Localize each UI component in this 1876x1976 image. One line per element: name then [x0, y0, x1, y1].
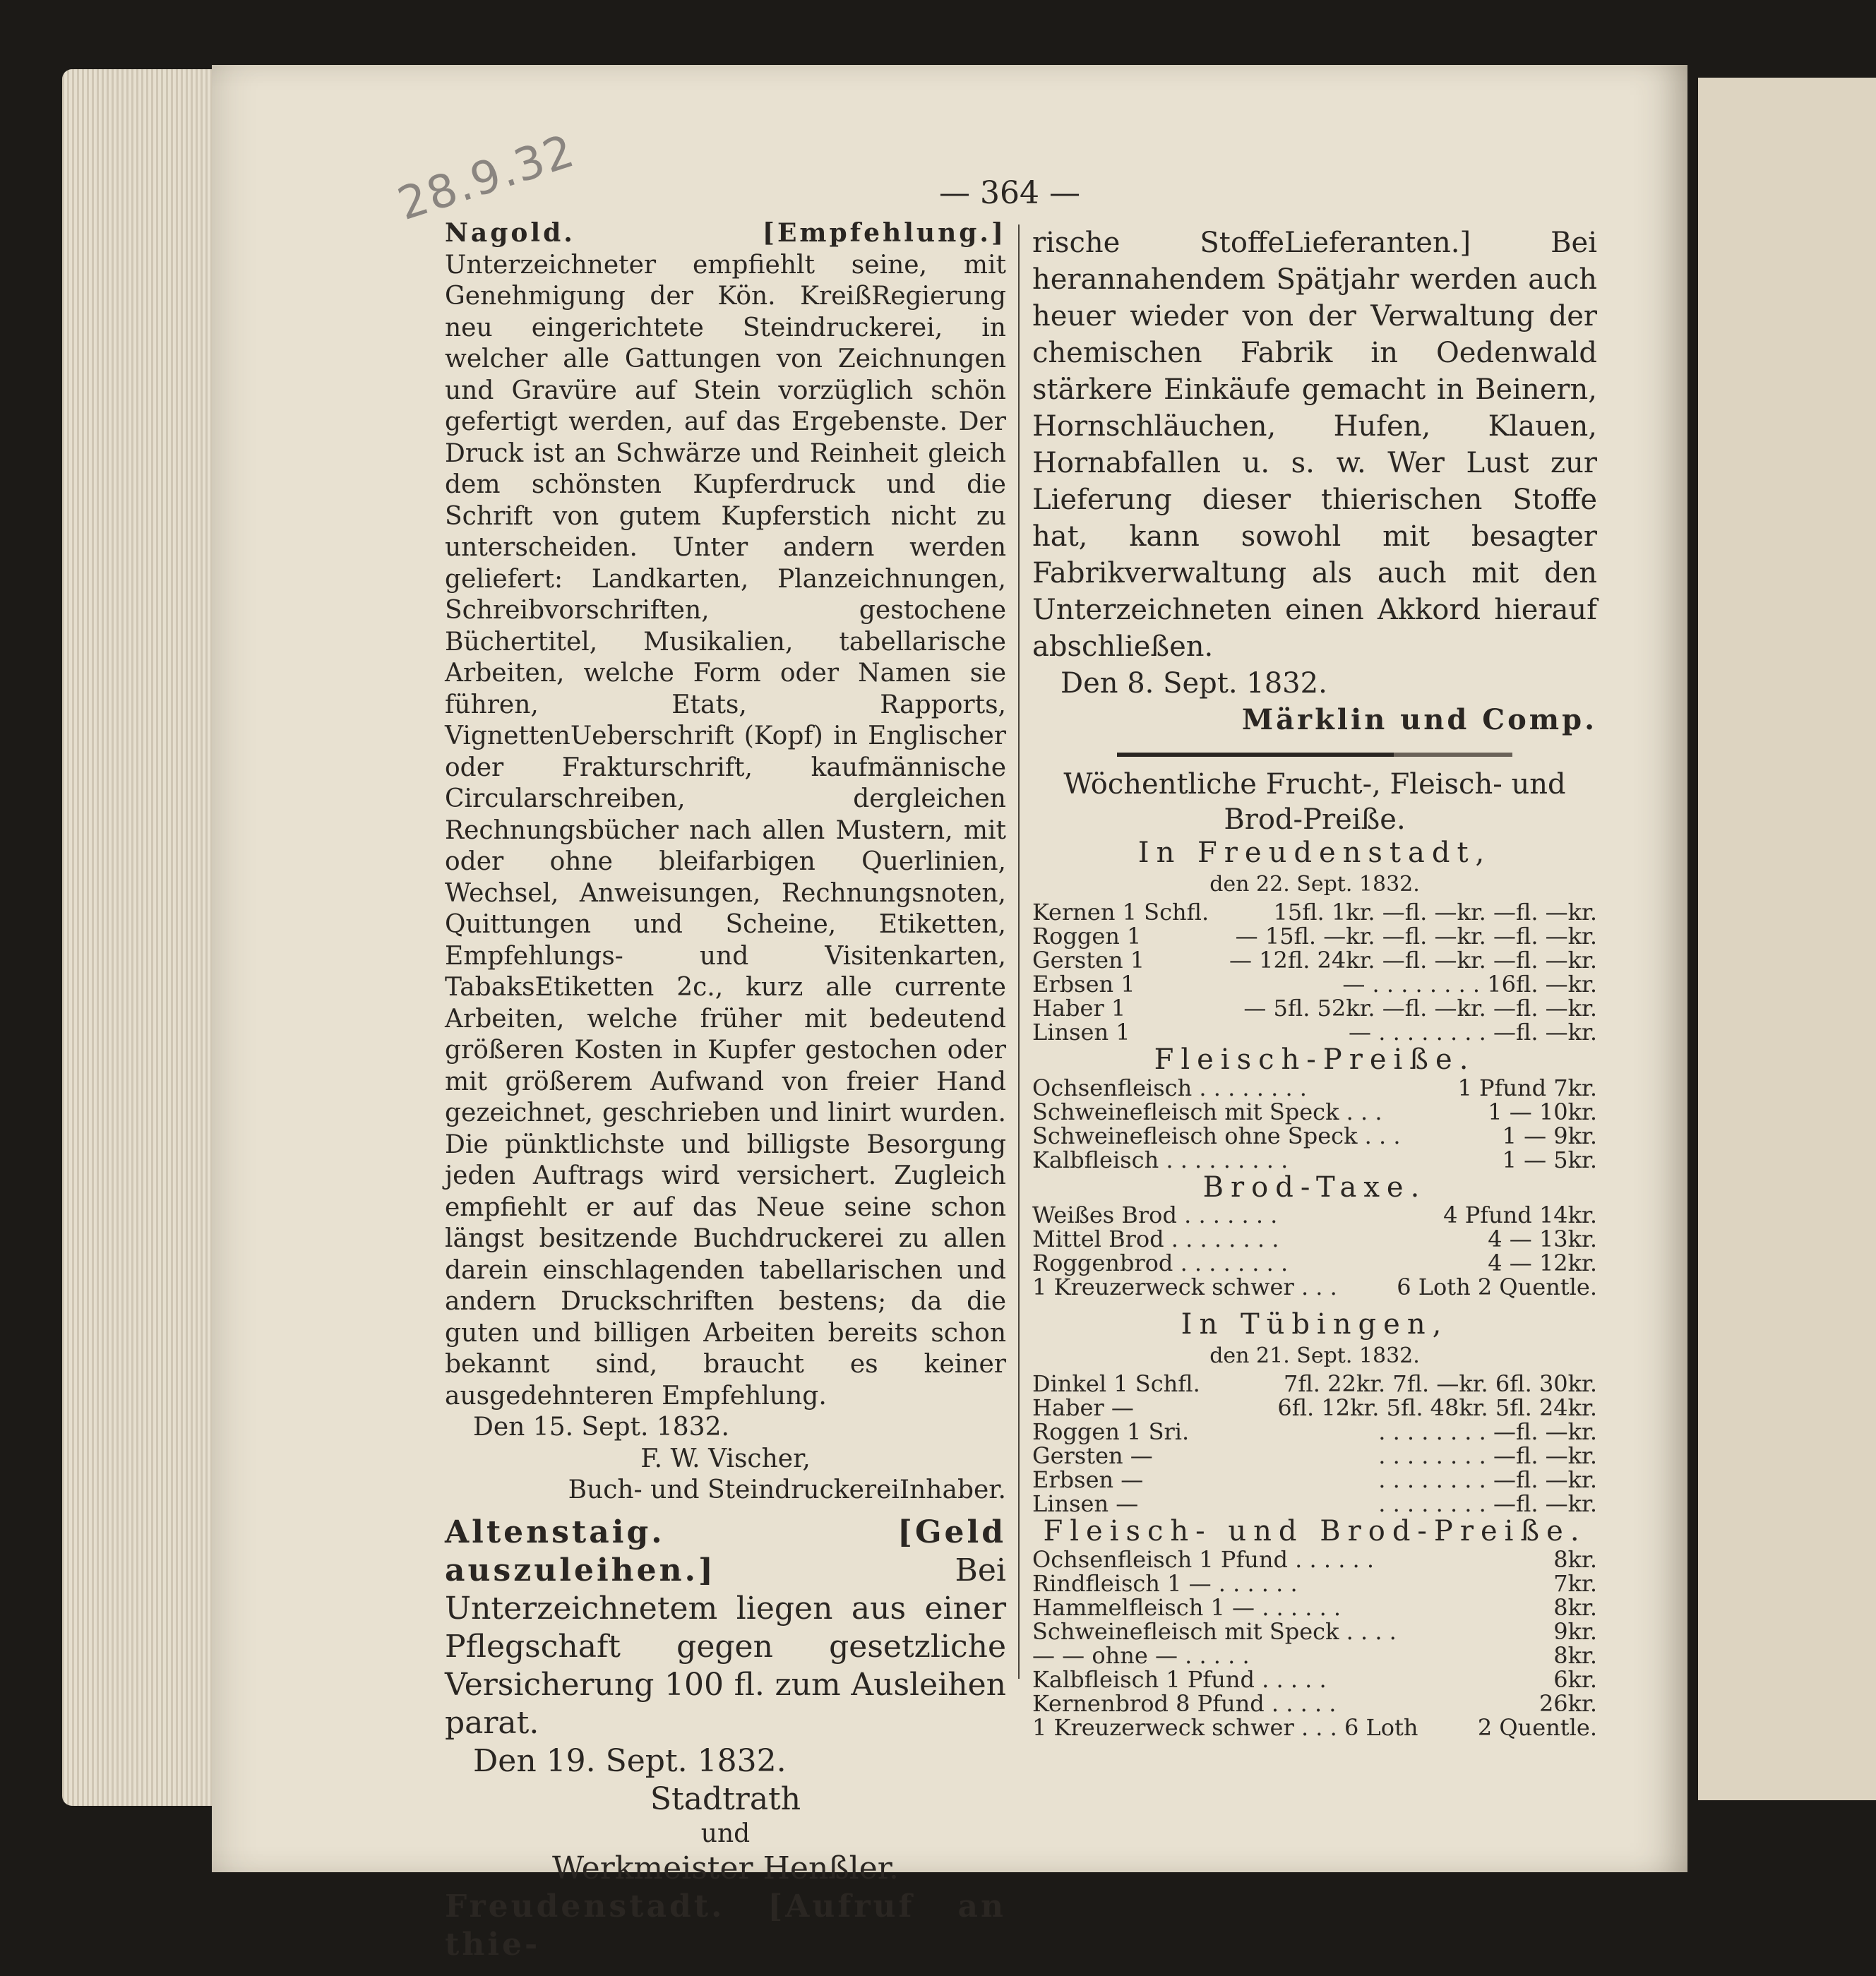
price-row-values: 8kr. — [1553, 1641, 1597, 1669]
price-row-label: Ochsenfleisch . . . . . . . . — [1032, 1074, 1307, 1101]
price-row-values: . . . . . . . . —fl. —kr. — [1378, 1490, 1597, 1517]
price-row-label: Gersten — — [1032, 1442, 1153, 1469]
price-row-values: 9kr. — [1553, 1617, 1597, 1645]
price-row-label: Haber — — [1032, 1394, 1134, 1421]
price-row-label: Linsen 1 — [1032, 1019, 1130, 1046]
freudenstadt-grain-table — [1032, 900, 1597, 1044]
price-row — [1032, 1691, 1597, 1715]
price-row — [1032, 1251, 1597, 1275]
facing-page-edge — [1698, 78, 1876, 1800]
price-row-values: — 15fl. —kr. —fl. —kr. —fl. —kr. — [1235, 923, 1597, 950]
price-row — [1032, 1444, 1597, 1468]
left-column — [445, 217, 1006, 1964]
price-row — [1032, 1643, 1597, 1667]
price-row-label: 1 Kreuzerweck schwer . . . 6 Loth — [1032, 1713, 1418, 1741]
price-row — [1032, 1468, 1597, 1492]
prices-title: Wöchentliche Frucht-, Fleisch- und Brod-Preiße. — [1063, 768, 1566, 836]
price-row — [1032, 1372, 1597, 1396]
ad-nagold-body: Unterzeichneter empfiehlt seine, mit Genehmigung der Kön. KreißRegierung neu eingerichtete Steindruckerei, in welcher alle Gattungen von Zeichnungen und Gravüre auf Stein vorzüglich schön gefertigt werden, auf das Ergebenste. Der Druck ist an Schwärze und Reinheit gleich dem schönsten Kupferdruck und die Schrift von gutem Kupferstich nicht zu unterscheiden. Unter andern werden geliefert: Landkarten, Planzeichnungen, Schreibvorschriften, gestochene Büchertitel, Musikalien, tabellarische Arbeiten, welche Form oder Namen sie führen, Etats, Rapports, VignettenUeberschrift (Kopf) in Englischer oder Frakturschrift, kaufmännische Circularschreiben, dergleichen Rechnungsbücher nach allen Mustern, mit oder ohne bleifarbigen Querlinien, Wechsel, Anweisungen, Rechnungsnoten, Quittungen und Scheine, Etiketten, Empfehlungs- und Visitenkarten, TabaksEtiketten 2c., kurz alle currente Arbeiten, welche früher mit bedeutend größeren Kosten in Kupfer gestochen oder mit größerem Aufwand von freier Hand gezeichnet, geschrieben und linirt wurden. Die pünktlichste und billigste Besorgung jeden Auftrags wird versichert. Zugleich empfiehlt er auf das Neue seine schon längst besitzende Buchdruckerei zu allen darein einschlagenden tabellarischen und andern Druckschriften bestens; da die guten und billigen Arbeiten bereits schon bekannt sind, braucht es keiner ausgedehnteren Empfehlung. — [445, 250, 1006, 1411]
price-row — [1032, 924, 1597, 948]
price-row — [1032, 1492, 1597, 1516]
price-row-label: Hammelfleisch 1 — . . . . . . — [1032, 1593, 1342, 1621]
price-row-values: 6 Loth 2 Quentle. — [1397, 1274, 1597, 1300]
price-row-values: 6kr. — [1553, 1665, 1597, 1693]
price-row-label: Linsen — — [1032, 1490, 1139, 1517]
price-row — [1032, 1020, 1597, 1044]
price-row-values: . . . . . . . . —fl. —kr. — [1378, 1442, 1597, 1469]
price-row — [1032, 1571, 1597, 1595]
price-row-values: — 5fl. 52kr. —fl. —kr. —fl. —kr. — [1243, 995, 1597, 1022]
page-number: — 364 — — [939, 175, 1080, 211]
column-rule — [1018, 224, 1020, 1679]
price-row-values: 26kr. — [1539, 1689, 1597, 1717]
book-page-edges — [62, 69, 232, 1806]
freudenstadt-heading: In Freudenstadt, — [1137, 837, 1492, 869]
price-row — [1032, 900, 1597, 924]
ad-altenstaig-sig2: und — [700, 1819, 751, 1848]
price-row — [1032, 1420, 1597, 1444]
price-row-values: 1 — 9kr. — [1502, 1122, 1597, 1149]
ad-altenstaig-body: Bei Unterzeichnetem liegen aus einer Pflegschaft gegen gesetzliche Versicherung 100 fl. zum Ausleihen parat. — [445, 1552, 1006, 1741]
price-row-values: 1 — 10kr. — [1488, 1098, 1597, 1125]
price-row — [1032, 1667, 1597, 1691]
price-row-values: 2 Quentle. — [1477, 1713, 1597, 1741]
price-row — [1032, 1396, 1597, 1420]
ad-altenstaig-heading: Altenstaig. [Geld auszuleihen.] — [445, 1514, 1006, 1588]
ad-freudenstadt-continued: rische StoffeLieferanten.] Bei herannahendem Spätjahr werden auch heuer wieder von der Verwaltung der chemischen Fabrik in Oedenwald stärkere Einkäufe gemacht in Beinern, Hornschläuchen, Hufen, Klauen, Hornabfallen u. s. w. Wer Lust zur Lieferung dieser thierischen Stoffe hat, kann sowohl mit besagter Fabrikverwaltung als auch mit den Unterzeichneten einen Akkord hierauf abschließen. — [1032, 227, 1597, 663]
ad-altenstaig-date: Den 19. Sept. 1832. — [473, 1742, 787, 1779]
ad-nagold-heading: Nagold. [Empfehlung.] — [445, 218, 1006, 248]
price-row — [1032, 1619, 1597, 1643]
tuebingen-meat-table — [1032, 1547, 1597, 1740]
tuebingen-meat-heading: Fleisch- und Brod-Preiße. — [1043, 1515, 1587, 1547]
ad-freudenstadt-start: Freudenstadt. [Aufruf an thie- — [445, 1888, 1006, 1963]
ad-nagold-date: Den 15. Sept. 1832. — [473, 1413, 729, 1442]
tuebingen-date: den 21. Sept. 1832. — [1209, 1343, 1420, 1368]
price-row-values: 1 Pfund 7kr. — [1457, 1074, 1597, 1101]
price-row-label: Kernenbrod 8 Pfund . . . . . — [1032, 1689, 1337, 1717]
price-row-label: — — ohne — . . . . . — [1032, 1641, 1250, 1669]
price-row-values: 7kr. — [1553, 1569, 1597, 1597]
price-row-label: Gersten 1 — [1032, 947, 1145, 974]
ad-altenstaig-sig1: Stadtrath — [650, 1780, 801, 1817]
price-row-values: 4 Pfund 14kr. — [1443, 1202, 1597, 1228]
price-row-label: Ochsenfleisch 1 Pfund . . . . . . — [1032, 1545, 1375, 1573]
ad-nagold-signature-title: Buch- und SteindruckereiInhaber. — [568, 1475, 1006, 1504]
ad-nagold — [445, 217, 1006, 1412]
ad-freudenstadt-signature: Märklin und Comp. — [1241, 703, 1597, 736]
price-row-label: Schweinefleisch mit Speck . . . — [1032, 1098, 1382, 1125]
ad-altenstaig — [445, 1514, 1006, 1742]
price-row-values: 1 — 5kr. — [1502, 1146, 1597, 1173]
tuebingen-grain-table — [1032, 1372, 1597, 1516]
tuebingen-heading: In Tübingen, — [1181, 1308, 1449, 1341]
price-row-label: Erbsen — — [1032, 1466, 1144, 1493]
price-row-label: Weißes Brod . . . . . . . — [1032, 1202, 1278, 1228]
price-row-label: Dinkel 1 Schfl. — [1032, 1370, 1200, 1397]
ad-nagold-signature: F. W. Vischer, — [640, 1444, 811, 1473]
price-row-values: 4 — 13kr. — [1488, 1226, 1597, 1252]
price-row — [1032, 948, 1597, 972]
price-row-label: Kernen 1 Schfl. — [1032, 899, 1209, 926]
section-divider — [1117, 753, 1512, 757]
freudenstadt-meat-table — [1032, 1076, 1597, 1172]
price-row-label: Kalbfleisch . . . . . . . . . — [1032, 1146, 1289, 1173]
price-row — [1032, 1076, 1597, 1100]
price-row-label: Schweinefleisch ohne Speck . . . — [1032, 1122, 1401, 1149]
price-row — [1032, 1203, 1597, 1227]
freudenstadt-bread-table — [1032, 1203, 1597, 1299]
price-row-values: — . . . . . . . . 16fl. —kr. — [1342, 971, 1597, 998]
price-row-label: Kalbfleisch 1 Pfund . . . . . — [1032, 1665, 1327, 1693]
freudenstadt-date: den 22. Sept. 1832. — [1209, 871, 1420, 897]
price-row-values: . . . . . . . . —fl. —kr. — [1378, 1466, 1597, 1493]
price-row — [1032, 1715, 1597, 1740]
price-row-label: 1 Kreuzerweck schwer . . . — [1032, 1274, 1337, 1300]
freudenstadt-bread-heading: Brod-Taxe. — [1202, 1170, 1427, 1204]
price-row — [1032, 1595, 1597, 1619]
price-row-label: Haber 1 — [1032, 995, 1126, 1022]
ad-freudenstadt-date: Den 8. Sept. 1832. — [1061, 667, 1327, 700]
ad-altenstaig-sig3: Werkmeister Henßler. — [552, 1850, 899, 1886]
price-row-values: — . . . . . . . . —fl. —kr. — [1349, 1019, 1597, 1046]
price-row — [1032, 1148, 1597, 1172]
price-row — [1032, 1124, 1597, 1148]
price-row-label: Roggenbrod . . . . . . . . — [1032, 1250, 1289, 1276]
price-row-label: Roggen 1 Sri. — [1032, 1418, 1190, 1445]
price-row — [1032, 1227, 1597, 1251]
price-row-values: . . . . . . . . —fl. —kr. — [1378, 1418, 1597, 1445]
price-row — [1032, 1547, 1597, 1571]
right-column — [1032, 224, 1597, 1740]
freudenstadt-meat-heading: Fleisch-Preiße. — [1154, 1043, 1476, 1076]
price-row — [1032, 972, 1597, 996]
price-row-values: 6fl. 12kr. 5fl. 48kr. 5fl. 24kr. — [1277, 1394, 1597, 1421]
price-row-values: 4 — 12kr. — [1488, 1250, 1597, 1276]
price-row-values: 8kr. — [1553, 1593, 1597, 1621]
pencil-annotation: 28.9.32 — [391, 124, 582, 232]
price-row-values: 8kr. — [1553, 1545, 1597, 1573]
price-row-label: Rindfleisch 1 — . . . . . . — [1032, 1569, 1298, 1597]
price-row — [1032, 1275, 1597, 1299]
price-row-values: 15fl. 1kr. —fl. —kr. —fl. —kr. — [1273, 899, 1597, 926]
price-row — [1032, 996, 1597, 1020]
price-row — [1032, 1100, 1597, 1124]
price-row-label: Roggen 1 — [1032, 923, 1142, 950]
price-row-label: Erbsen 1 — [1032, 971, 1135, 998]
price-row-values: — 12fl. 24kr. —fl. —kr. —fl. —kr. — [1229, 947, 1597, 974]
price-row-label: Mittel Brod . . . . . . . . — [1032, 1226, 1279, 1252]
price-row-label: Schweinefleisch mit Speck . . . . — [1032, 1617, 1397, 1645]
price-row-values: 7fl. 22kr. 7fl. —kr. 6fl. 30kr. — [1284, 1370, 1597, 1397]
